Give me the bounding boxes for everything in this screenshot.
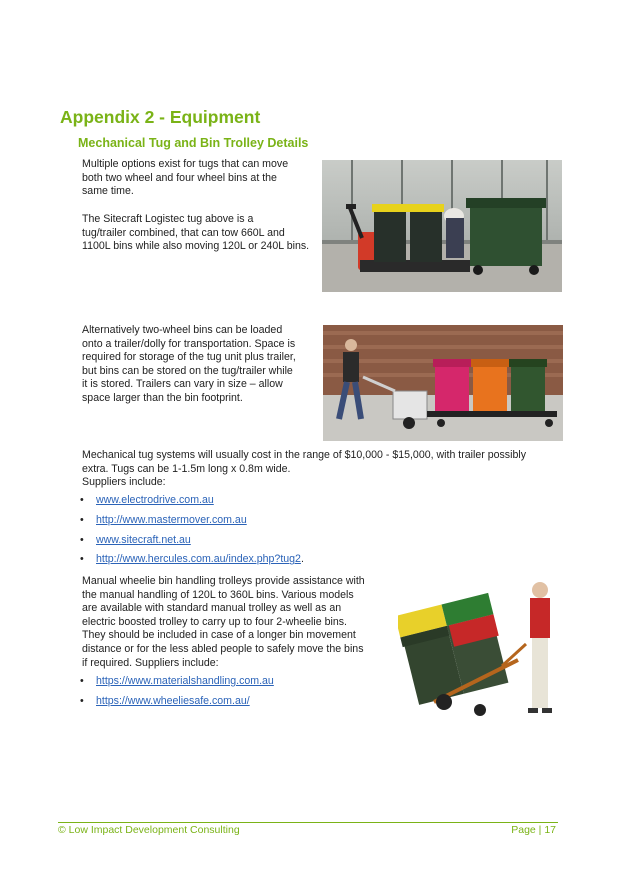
appendix-heading: Appendix 2 - Equipment <box>60 107 261 127</box>
supplier-link-sitecraft[interactable]: www.sitecraft.net.au <box>96 533 191 546</box>
para2-line: The Sitecraft Logistec tug above is a <box>82 213 254 225</box>
para4-line: Mechanical tug systems will usually cost in the range of $10,000 - $15,000, with trailer possibly <box>82 449 526 461</box>
list-item <box>80 514 304 528</box>
trolley-suppliers-list <box>80 675 274 708</box>
footer-page-number: Page | 17 <box>511 824 556 836</box>
supplier-link-electrodrive[interactable]: www.electrodrive.com.au <box>96 494 214 506</box>
para3-line: required for storage of the tug unit plus trailer, <box>82 351 296 364</box>
sitecraft-paragraph <box>82 213 309 254</box>
para5-line: distance or for the less abled people to safely move the bins <box>82 642 364 655</box>
supplier-link-mastermover[interactable]: http://www.mastermover.com.au <box>96 513 247 526</box>
para5-line: if required. Suppliers include: <box>82 656 219 669</box>
tug-bins-photo <box>323 325 563 441</box>
trailer-paragraph <box>82 324 296 406</box>
para1-line: Multiple options exist for tugs that can move <box>82 158 289 170</box>
footer-company: © Low Impact Development Consulting <box>58 824 240 836</box>
para4-line: Suppliers include: <box>82 476 166 489</box>
bin-trolley-photo <box>398 574 560 720</box>
tug-suppliers-list <box>80 494 304 567</box>
para1-line: same time. <box>82 185 134 198</box>
para3-line: but bins can be stored on the tug/trailer while <box>82 364 293 377</box>
para2-line: 1100L bins while also moving 120L or 240L bins. <box>82 240 310 253</box>
intro-paragraph <box>82 158 288 199</box>
list-item <box>80 494 304 508</box>
para5-line: are available with standard manual trolley as well as an <box>82 602 342 615</box>
supplier-link-wheeliesafe[interactable]: https://www.wheeliesafe.com.au/ <box>96 694 250 707</box>
para3-line: Alternatively two-wheel bins can be loaded <box>82 324 283 336</box>
footer-divider <box>58 822 558 823</box>
para3-line: it is stored. Trailers can vary in size – allow <box>82 378 283 391</box>
para5-line: electric boosted trolley to carry up to four 2-wheelie bins. <box>82 615 347 628</box>
para5-line: the manual handling of 120L to 360L bins. Various models <box>82 588 354 601</box>
link-suffix: . <box>300 553 304 566</box>
para5-line: Manual wheelie bin handling trolleys provide assistance with <box>82 575 365 587</box>
section-subheading: Mechanical Tug and Bin Trolley Details <box>78 136 309 150</box>
list-item <box>80 675 274 689</box>
supplier-link-hercules[interactable]: http://www.hercules.com.au/index.php?tug2 <box>96 553 301 566</box>
para3-line: space larger than the bin footprint. <box>82 391 243 404</box>
list-item <box>80 534 304 548</box>
tug-trailer-photo <box>322 160 562 292</box>
trolley-paragraph <box>82 575 365 670</box>
para2-line: tug/trailer combined, that can tow 660L and <box>82 226 285 239</box>
list-item <box>80 553 304 567</box>
para4-line: extra. Tugs can be 1-1.5m long x 0.8m wide. <box>82 462 291 475</box>
para3-line: onto a trailer/dolly for transportation. Space is <box>82 337 296 350</box>
cost-paragraph <box>82 449 526 490</box>
list-item <box>80 695 274 709</box>
para5-line: They should be included in case of a longer bin movement <box>82 629 356 642</box>
supplier-link-materialshandling[interactable]: https://www.materialshandling.com.au <box>96 675 274 687</box>
para1-line: both two wheel and four wheel bins at the <box>82 171 277 184</box>
